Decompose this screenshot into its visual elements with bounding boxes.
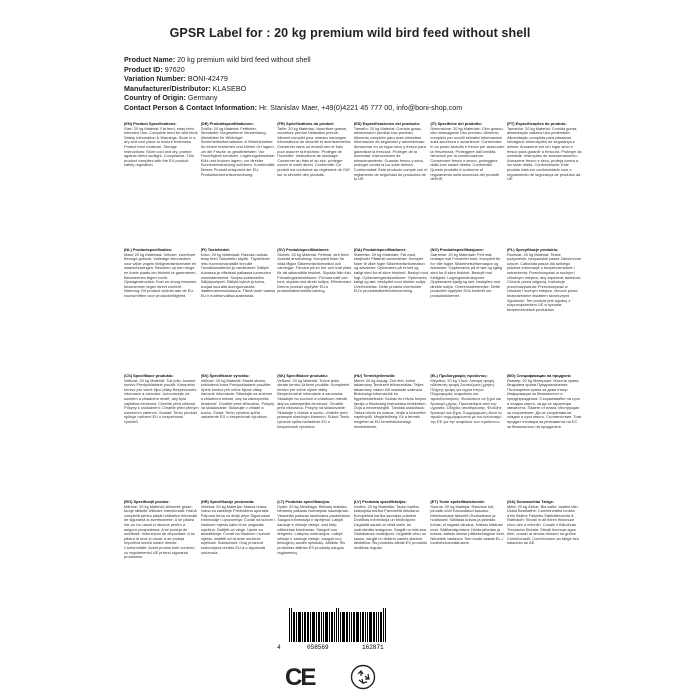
spec-heading: (NO) Produktspesifikasjoner: xyxy=(430,248,485,252)
spec-block-no xyxy=(430,248,507,368)
spec-text: Taille: 20 kg Matériau: Nourriture grasse, nourriture perdue Utilisation prévue: Aliment complet pour oiseaux sauvages Informations de sécurité et avertissements: Conserver dans un endroit sec et frais pour assurer la fraîcheur. Protéger de l'humidité. Instructions de stockage: Conserver au frais et au sec, protéger contre le soleil direct. Conformité: Ce produit est conforme au règlement de l'UE sur la sécurité des produits. xyxy=(277,125,352,177)
spec-text: Tamaño: 20 kg Material: Comida grasa, alimentación perdida Uso previsto: Alimento completo para aves silvestres Información de seguridad y advertencias: Almacenar en un lugar seco y fresco para garantizar la frescura. Proteger de la humedad. Instrucciones de almacenamiento: Guardar fresco y seco, proteger contra la luz solar directa. Conformidad: Este producto cumple con el reglamento de seguridad de productos de la UE. xyxy=(353,125,428,182)
variation-value: BONI-42479 xyxy=(187,74,228,84)
contact-row xyxy=(124,103,462,113)
barcode-digit-group-left: 058569 xyxy=(307,644,329,651)
manufacturer-value: KLASEBO xyxy=(212,83,247,93)
variation-label: Variation Number: xyxy=(124,74,186,84)
spec-heading: (FR) Spécifications du produit: xyxy=(277,122,335,126)
spec-heading: (GA) Sonraíochtaí Táirge: xyxy=(506,500,555,504)
spec-block-lv xyxy=(354,500,431,620)
spec-block-sk-2 xyxy=(277,374,354,494)
spec-heading: (LT) Produkto specifikacijos: xyxy=(277,500,331,504)
spec-heading: (ET) Toote spetsifikatsioonid: xyxy=(430,500,485,504)
spec-text: Veľkosť: 20 kg Materiál: Tučné jedlo, zbraté krmivo Určené použitie: Kompletné krmivo pre voľne žijúce vtáky Bezpečnostné informácie a varovania: Skladujte na suchom a chladnom mieste, aby sa zabezpečila čerstvosť. Chráňte pred vlhkosťou. Pokyny na skladovanie: Skladujte v chlade a suchu, chráňte pred priamym slnečným žiarením. Súlad: Tento výrobok spĺňa nariadenie EÚ o bezpečnosti výrobkov. xyxy=(277,377,350,429)
spec-heading: (EN) Product Specifications: xyxy=(124,122,177,126)
spec-heading: (CS) Specifikace produktu: xyxy=(124,374,174,378)
spec-block-sv xyxy=(277,248,354,368)
spec-text: Mărime: 20 kg Material: Alimente grase, furaje rătăcite Utilizare intenționată: Hrană completă pentru păsări sălbatice Informații de siguranță și avertismente: A se păstra într-un loc uscat și răcoros pentru a asigura prospețimea. A se proteja de umiditate. Instrucțiuni de depozitare: A se păstra la rece și uscat, a se proteja împotriva luminii solare directe. Conformitate: Acest produs este conform cu regulamentul UE privind siguranța produselor. xyxy=(124,503,198,560)
product-name-label: Product Name: xyxy=(124,55,176,64)
spec-text: Tamanho: 20 kg Material: Comida gorda, alimentação rasteira Uso pretendido: Alimentação completa para pássaros selvagens Informações de segurança e avisos: Armazene em um lugar seco e fresco para garantir a frescura. Proteger da umidade. Instruções de armazenamento: Armazene fresco e seco, proteja contra a luz solar direta. Conformidade: Este produto está em conformidade com o regulamento de segurança de produtos da UE. xyxy=(506,125,582,182)
spec-row xyxy=(124,374,584,494)
spec-block-cs xyxy=(124,374,201,494)
spec-text: Μέγεθος: 20 kg Υλικό: Λιπαρή τροφή, αδέσποτη τροφή Σκοπούμενη χρήση: Πλήρης τροφή για άγρια πτηνά Πληροφορίες ασφαλείας και προειδοποιήσεις: Φυλάσσετε σε ξηρό και δροσερό μέρος. Προστατέψτε από την υγρασία. Οδηγίες αποθήκευσης: Φυλάξτε δροσερό και ξηρό. Συμμόρφωση: Αυτό το προϊόν συμμορφώνεται με τον κανονισμό της ΕΕ για την ασφάλεια των προϊόντων. xyxy=(430,377,502,424)
spec-block-pt xyxy=(507,122,584,242)
spec-text: Rozmiar: 20 kg Materiał: Tłuste pożywienie, bezpańskie pasze Zamierzone użycie: Całkowita pasza dla dzikiego ptactwa Informacje o bezpieczeństwie i ostrzeżenia: Przechowywać w suchym i chłodnym miejscu, aby zapewnić świeżość. Chronić przed wilgocią. Instrukcje przechowywania: Przechowywać w chłodzie i suchym miejscu, chronić przed bezpośrednim światłem słonecznym. Zgodność: Ten produkt jest zgodny z rozporządzeniem UE w sprawie bezpieczeństwa produktów. xyxy=(506,251,582,312)
country-value: Germany xyxy=(187,93,218,103)
spec-heading: (RO) Specificații produs: xyxy=(124,500,170,504)
spec-row xyxy=(124,248,584,368)
country-label: Country of Origin: xyxy=(124,93,186,103)
spec-block-bg xyxy=(507,374,584,494)
spec-text: Maat: 20 kg Materiaal: Vetvoer, zwerfvoer Beoogd gebruik: Volledige diervoeders voor wilde vogels Veiligheidsinformatie en waarschuwingen: Bewaren op een droge en koele plaats om frisheid te garanderen. Beschermen tegen vocht. Opslaginstructies: Koel en droog bewaren, beschermen tegen direct zonlicht. Naleving: Dit product voldoet aan de EU-voorschriften voor productveiligheid. xyxy=(124,251,198,298)
spec-heading: (DA) Produktspecifikationer: xyxy=(353,248,407,252)
recycle-icon xyxy=(350,664,376,695)
spec-block-de xyxy=(201,122,278,242)
spec-text: Größe: 20 kg Material: Fettfutter, Streufutter Vorgesehene Verwendung: Alleinfutter für Wildvögel Sicherheitsinformationen & Warnhinweise: An einem trockenen und kühlen Ort lagern, um die Frische zu gewährleisten. Vor Feuchtigkeit schützen. Lagerungshinweise: Kühl und trocken lagern, vor direkter Sonneneinstrahlung schützen. Konformität: Dieses Produkt entspricht der EU-Produktsicherheitsverordnung. xyxy=(200,125,275,177)
spec-text: Dydis: 20 kg Medžiaga: Riebalų maistas, benamių pašaras Numatytas naudojimas: Visavertis pašaras laukiniams paukščiams Saugos informacija ir įspėjimai: Laikyti sausoje ir vėsioje vietoje, kad būtų užtikrintas šviežumas. Saugoti nuo drėgmės. Laikymo instrukcijos: Laikyti vėsioje ir sausoje vietoje, saugoti nuo tiesioginių saulės spindulių. Atitiktis: Šis produktas atitinka ES produktų saugos reglamentą. xyxy=(277,503,350,555)
spec-text: Dimensione: 20 kg Materiale: Cibo grasso, cibo stravagante Uso previsto: Alimento completo per uccelli selvatici Informazioni sulla sicurezza e avvertenze: Conservare in un posto asciutto e fresco per assicurare la freschezza. Proteggere dall'umidità. Istruzioni per la conservazione: Conservare fresco e secco, proteggere dalla luce solare diretta. Conformità: Questo prodotto è conforme al regolamento sulla sicurezza dei prodotti dell'UE. xyxy=(430,125,505,182)
spec-text: Størrelse: 20 kg Materiale: Fat mad, strejfoder Påtænkt anvendelse: Komplet foder til vilde fugle Sikkerhedsinformation og advarsler: Opbevares på et tørt og køligt sted for at sikre friskhed. Beskyt mod fugt. Opbevaringsinstruktioner: Opbevares køligt og tørt, beskyttet mod direkte sollys. Overholdelse: Dette produkt overholder EU's produktsikkerhedsforordning. xyxy=(353,251,428,294)
spec-block-fr xyxy=(277,122,354,242)
spec-text: Méret: 20 kg Anyag: Zsír étel, kóbor takarmány Tervezett felhasználás: Teljes takarmány vadon élő madarak számára Biztonsági információk és figyelmeztetések: Száraz és hűvös helyen tárolja a frissesség biztosítása érdekében. Óvja a nedvességtől. Tárolási utasítások: Tartsa hűvös és száraz, védje a közvetlen napfénytől. Megfelelőség: Ez a termék megfelel az EU termékbiztonsági rendeletének. xyxy=(353,377,427,429)
product-id-value: 97620 xyxy=(164,64,185,74)
spec-text: Méid: 20 kg Ábhar: Bia saille, beatha fáin Úsáid Beartaithe: Comhbheatha iomlán d'éin fhiáine Faisnéis Sábháilteachta & Rabhaidh: Stóráil in áit thirim fhionnuar chun úire a chinntiú. Cosain ó fhliuchras. Treoracha Stórála: Stóráil fionnuar agus tirim, cosain ar sholas díreach na gréine. Comhlíonadh: Comhlíonann an táirge seo rialachán an AE. xyxy=(506,503,579,546)
spec-heading: (NL) Productspecificaties: xyxy=(124,248,173,252)
spec-text: Størrelse: 20 kg Materiale: Fett mat, bortløpt mat Forventet bruk: Komplett fôr for ville fugler Sikkerhetsinformasjon og advarsler: Oppbevares på et tørt og kjølig sted for å sikre friskhet. Beskytt mot fuktighet. Lagringsinstruksjoner: Oppbevares kjølig og tørt, beskyttes mot direkte sollys. Overensstemmelse: Dette produktet oppfyller EUs forskrift om produktsikkerhet. xyxy=(430,251,502,298)
spec-block-en xyxy=(124,122,201,242)
spec-heading: (FI) Tuotetiedot: xyxy=(200,248,230,252)
spec-heading: (HU) Termékjellemzők: xyxy=(353,374,396,378)
spec-block-hr xyxy=(201,500,278,620)
spec-heading: (SK) Špecifikácie produktu: xyxy=(277,374,328,378)
spec-block-ro xyxy=(124,500,201,620)
country-row xyxy=(124,93,462,103)
spec-block-es xyxy=(354,122,431,242)
spec-block-pl xyxy=(507,248,584,368)
barcode-bars xyxy=(289,608,427,642)
spec-heading: (DE) Produktspezifikationen: xyxy=(200,122,254,126)
spec-text: Izmērs: 20 kg Materiāls: Tauku barība, klaiņojoša barība Paredzētā lietošana: Kompleksā barība savvaļas putniem Drošības informācija un brīdinājumi: Uzglabāt sausā un vēsā vietā, lai nodrošinātu svaigumu. Sargāt no mitruma. Glabāšanas norādījumi: Uzglabāt vēsu un sausu, sargāt no tiešiem saules stariem. Atbilstība: Šis produkts atbilst ES produktu drošības regulai. xyxy=(353,503,428,550)
spec-heading: (SK) Špecifikácie výrobku: xyxy=(200,374,250,378)
ean-barcode xyxy=(277,608,427,668)
spec-block-el xyxy=(430,374,507,494)
spec-text: Размер: 20 kg Материал: Мастна храна, бездомна храна Предназначение: Пълноценна храна за диви птици Информация за безопасност и предупреждения: Съхранявайте на сухо и хладно място, за да се гарантира свежестта. Пазете от влага. Инструкции за съхранение: Да се съхранява на хладно и сухо място. Съответствие: Този продукт отговаря на регламента на ЕС за безопасност на продуктите. xyxy=(506,377,582,429)
spec-block-ga xyxy=(507,500,584,620)
spec-heading: (HR) Specifikacije proizvoda: xyxy=(200,500,255,504)
spec-block-da xyxy=(354,248,431,368)
spec-text: Storlek: 20 kg Material: Fettmat, strö feed Avsedd användning: Komplett foder för vilda fåglar Säkerhetsinformation och varningar: Förvara på en torr och sval plats för att säkerställa friskhet. Skydda från fukt. Förvaringsinstruktioner: Förvara kallt och torrt, skydda mot direkt solljus. Efterlevnad: Denna produkt uppfyller EU:s produktsäkerhetsförordning. xyxy=(277,251,352,294)
spec-heading: (IT) Specifiche del prodotto: xyxy=(430,122,483,126)
spec-block-fi xyxy=(201,248,278,368)
spec-row xyxy=(124,122,584,242)
spec-heading: (PL) Specyfikacje produktu: xyxy=(506,248,559,252)
spec-block-it xyxy=(430,122,507,242)
spec-block-hu xyxy=(354,374,431,494)
product-name-value: 20 kg premium wild bird feed without shell xyxy=(177,55,311,64)
variation-row xyxy=(124,74,462,84)
barcode-digit-group-right: 162871 xyxy=(362,644,384,651)
barcode-digit-first: 4 xyxy=(277,644,281,651)
spec-heading: (ES) Especificaciones del producto: xyxy=(353,122,421,126)
spec-block-sk-1 xyxy=(201,374,278,494)
manufacturer-row xyxy=(124,84,462,94)
spec-block-lt xyxy=(277,500,354,620)
spec-text: Size: 20 kg Material: Fat feed, stray feed Intended Use: Complete feed for wild birds Safety Information & Warnings: Store in a dry and cool place to ensure freshness. Protect from moisture. Storage Instructions: Store cool and dry, protect against direct sunlight. Compliance: This product complies with the EU product safety regulation. xyxy=(124,125,198,168)
contact-value: Hr. Stanislav Maer, +49(0)4221 45 777 00, info@boni-shop.com xyxy=(258,102,463,112)
spec-heading: (EL) Προδιαγραφές προϊόντος: xyxy=(430,374,488,378)
ce-mark-icon: CE xyxy=(285,664,315,691)
product-id-label: Product ID: xyxy=(124,64,163,74)
spec-text: Koko: 20 kg Materiaali: Rasvaa ruokaa, stray feed Tarkoitettu käyttö: Täydellinen rehu luonnonvaraisille linnuille Turvallisuustiedot ja varoitukset: Säilytä kuivassa ja viileässä paikassa tuoreuden varmistamiseksi. Suojaa kosteudelta. Säilytysohjeet: Säilytä kylmä ja kuiva, suojaa suoralta auringonvalolta. Vaatimustenmukaisuus: Tämä tuote vastaa EU:n tuoteturvallisuusasetusta. xyxy=(200,251,275,298)
spec-block-et xyxy=(430,500,507,620)
page-title: GPSR Label for : 20 kg premium wild bird feed without shell xyxy=(169,26,531,40)
product-name-row xyxy=(124,55,462,65)
specifications-grid xyxy=(124,122,584,626)
spec-heading: (PT) Especificações do produto: xyxy=(506,122,567,126)
manufacturer-label: Manufacturer/Distributor: xyxy=(124,83,211,93)
spec-text: Veľkosť: 20 kg Materiál: Mastá strava, zablúdená krma Predpokladané použitie: Úplné krmivo pre voľne žijúce vtáky Varovné informácie: Skladujte na suchom a chladnom mieste, aby sa zabezpečila čerstvosť. Chráňte pred vlhkosťou. Pokyny na skladovanie: Skladujte v chlade a suchu. Súlad: Tento výrobok spĺňa nariadenie EÚ o bezpečnosti výrobkov. xyxy=(200,377,275,420)
spec-heading: (BG) Спецификации на продукта: xyxy=(506,374,572,378)
spec-heading: (SV) Produktspecifikationer: xyxy=(277,248,330,252)
product-info xyxy=(124,55,462,113)
spec-text: Velikost: 20 kg Materiál: Tuk jídlo, toulavé krmivo Předpokládané použití: Kompletní krmivo pro volně žijící ptáky Bezpečnostní informace a varování: Uchovávejte na suchém a chladném místě, aby byla zajištěna čerstvost. Chraňte před vlhkostí. Pokyny k uskladnění: Chraňte před přímým slunečním zářením. Soulad: Tento produkt splňuje nařízení EU o bezpečnosti výrobků. xyxy=(124,377,199,424)
product-id-row xyxy=(124,65,462,75)
spec-row xyxy=(124,500,584,620)
spec-heading: (LV) Produkta specifikācijas: xyxy=(353,500,407,504)
spec-text: Suurus: 20 kg Materjal: Rasvane toit, juhuslik sööt Kavandatud kasutus: Metsloomade täissööt Ohutusteave ja hoiatused: Säilitada kuivas ja jahedas kohas, et tagada värskus. Kaitsta niiskuse eest. Säilitamisjuhised: Hoida jahedas ja kuivas, kaitsta otsese päikesevalguse eest. Nõuetele vastavus: See toode vastab EL-i tooteohutusmäärusele. xyxy=(430,503,505,546)
spec-block-nl xyxy=(124,248,201,368)
spec-text: Veličina: 20 kg Materijal: Masna hrana, hrana za zaskitnje Predviđena uporaba: Potpuna krma za divlje ptice Sigurnosne informacije i upozorenja: Čuvati na suhom i hladnom mjestu kako bi se osigurala svježina. Zaštititi od vlage. Upute za skladištenje: Čuvati na hladnom i suhom mjestu, zaštititi od izravne sunčeve svjetlosti. Sukladnost: Ovaj proizvod zadovoljava uredbu EU-a o sigurnosti proizvoda. xyxy=(200,503,275,555)
contact-label: Contact Person & Contact Information: xyxy=(124,102,257,112)
